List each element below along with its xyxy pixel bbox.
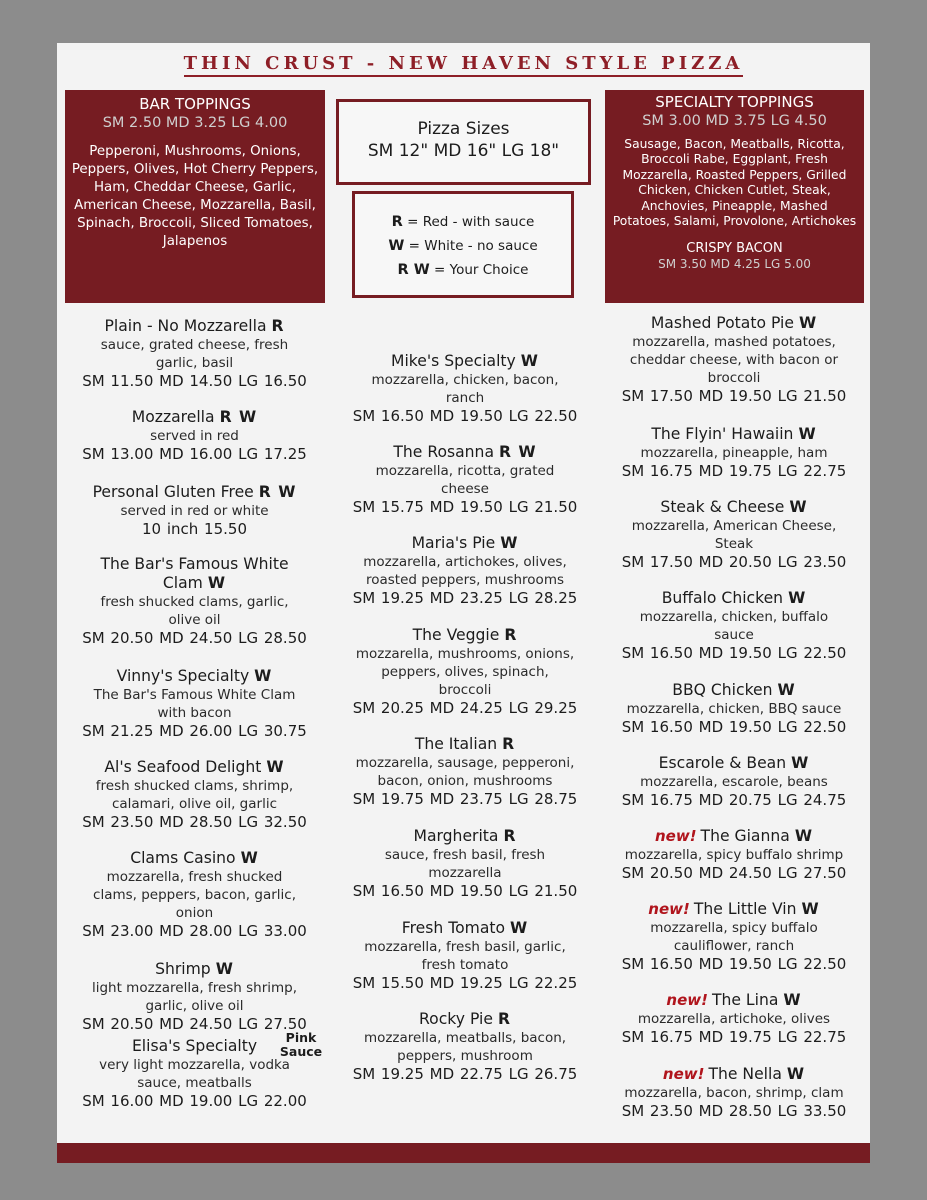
item-name-line xyxy=(598,991,870,1010)
specialty-toppings-title: SPECIALTY TOPPINGS xyxy=(655,93,814,111)
item-description: calamari, olive oil, garlic xyxy=(111,796,278,812)
item-price: SM 11.50 MD 14.50 LG 16.50 xyxy=(82,372,307,390)
item-name-line xyxy=(57,849,332,868)
menu-title: THIN CRUST - NEW HAVEN STYLE PIZZA xyxy=(57,53,870,74)
sauce-badge: W xyxy=(789,498,808,516)
item-name-line xyxy=(598,589,870,608)
sauce-badge: W xyxy=(786,1065,806,1083)
item-price: SM 16.00 MD 19.00 LG 22.00 xyxy=(82,1092,307,1110)
item-name: The Veggie xyxy=(412,626,500,644)
item-name-line xyxy=(333,1010,597,1029)
item-name: Elisa's Specialty xyxy=(131,1037,258,1055)
pizza-sizes-box xyxy=(336,99,591,185)
item-name: BBQ Chicken xyxy=(672,681,773,699)
menu-item xyxy=(333,352,597,426)
item-name: Al's Seafood Delight xyxy=(104,758,262,776)
sauce-badge: R xyxy=(271,317,285,335)
item-description: mozzarella, spicy buffalo shrimp xyxy=(624,847,844,863)
sauce-badge: R xyxy=(502,735,516,753)
item-description: garlic, olive oil xyxy=(145,998,244,1014)
item-description: mozzarella, mashed potatoes, xyxy=(632,334,836,350)
item-name-cont: Clam xyxy=(162,574,203,592)
sauce-badge: W xyxy=(500,534,519,552)
item-name: Rocky Pie xyxy=(419,1010,493,1028)
crispy-bacon-title: CRISPY BACON xyxy=(686,241,783,257)
item-price: SM 21.25 MD 26.00 LG 30.75 xyxy=(82,722,307,740)
item-name-line xyxy=(57,317,332,336)
item-name: The Gianna xyxy=(700,827,790,845)
item-price: SM 16.75 MD 19.75 LG 22.75 xyxy=(621,1028,847,1046)
new-tag: new! xyxy=(666,991,708,1009)
menu-item xyxy=(57,408,332,464)
item-name: Margherita xyxy=(413,827,499,845)
item-name: Steak & Cheese xyxy=(660,498,785,516)
bar-toppings-title: BAR TOPPINGS xyxy=(139,95,251,113)
sauce-badge: W xyxy=(240,849,259,867)
item-price: SM 16.75 MD 20.75 LG 24.75 xyxy=(621,791,847,809)
item-price: SM 16.50 MD 19.50 LG 22.50 xyxy=(621,955,847,973)
item-name-line xyxy=(333,735,597,754)
item-description: olive oil xyxy=(168,612,221,628)
sauce-badge: W xyxy=(520,352,539,370)
item-name-line xyxy=(598,1065,870,1084)
item-price: SM 19.75 MD 23.75 LG 28.75 xyxy=(352,790,578,808)
sauce-badge: W xyxy=(783,991,802,1009)
item-description: mozzarella, mushrooms, onions, xyxy=(355,646,575,662)
item-name-line xyxy=(57,667,332,686)
item-name: The Little Vin xyxy=(693,900,797,918)
sauce-badge: W xyxy=(798,314,818,332)
menu-item xyxy=(598,991,870,1047)
item-name: Plain - No Mozzarella xyxy=(104,317,267,335)
menu-item xyxy=(333,735,597,809)
item-name-line xyxy=(598,425,870,444)
item-description: sauce xyxy=(714,627,754,643)
item-name-line xyxy=(57,555,332,574)
item-description: mozzarella, chicken, BBQ sauce xyxy=(626,701,842,717)
item-price: SM 16.50 MD 19.50 LG 21.50 xyxy=(352,882,578,900)
menu-item xyxy=(57,849,332,941)
item-name: Fresh Tomato xyxy=(401,919,506,937)
menu-item xyxy=(598,1065,870,1121)
menu-item xyxy=(333,1010,597,1084)
item-price: SM 17.50 MD 20.50 LG 23.50 xyxy=(621,553,847,571)
menu-item xyxy=(333,827,597,901)
item-description: mozzarella, meatballs, bacon, xyxy=(363,1030,567,1046)
item-name-line xyxy=(598,827,870,846)
item-description: mozzarella xyxy=(428,865,502,881)
sauce-badge: W xyxy=(254,667,273,685)
item-name-line xyxy=(57,960,332,979)
item-description: mozzarella, fresh basil, garlic, xyxy=(364,939,566,955)
item-name-line xyxy=(57,483,332,502)
menu-item xyxy=(598,754,870,810)
sauce-badge: W xyxy=(215,960,234,978)
item-name: Personal Gluten Free xyxy=(92,483,254,501)
item-price: SM 19.25 MD 23.25 LG 28.25 xyxy=(352,589,578,607)
sauce-badge: R W xyxy=(258,483,297,501)
item-description: mozzarella, ricotta, grated xyxy=(375,463,555,479)
item-name-line xyxy=(333,919,597,938)
item-description: mozzarella, artichoke, olives xyxy=(637,1011,831,1027)
menu-item xyxy=(598,498,870,572)
item-description: served in red xyxy=(150,428,239,444)
item-name: The Bar's Famous White xyxy=(100,555,289,573)
sauce-badge: W xyxy=(266,758,285,776)
sauce-badge: R xyxy=(504,626,518,644)
item-name: The Rosanna xyxy=(393,443,494,461)
item-name-line xyxy=(598,754,870,773)
menu-item xyxy=(333,919,597,993)
item-name: Mashed Potato Pie xyxy=(650,314,794,332)
item-description: cheddar cheese, with bacon or xyxy=(629,352,839,368)
menu-item xyxy=(598,900,870,974)
pizza-sizes-title: Pizza Sizes xyxy=(417,119,510,139)
item-price: SM 19.25 MD 22.75 LG 26.75 xyxy=(352,1065,578,1083)
item-name-line xyxy=(333,534,597,553)
item-name-line xyxy=(57,758,332,777)
sauce-badge: W xyxy=(794,827,814,845)
menu-page xyxy=(57,43,870,1163)
item-name: Mike's Specialty xyxy=(391,352,516,370)
item-description: mozzarella, bacon, shrimp, clam xyxy=(624,1085,844,1101)
menu-item xyxy=(598,827,870,883)
specialty-toppings-prices: SM 3.00 MD 3.75 LG 4.50 xyxy=(642,113,827,129)
item-description: mozzarella, pineapple, ham xyxy=(640,445,828,461)
item-name: Buffalo Chicken xyxy=(661,589,784,607)
item-name: The Flyin' Hawaiin xyxy=(651,425,794,443)
sauce-badge: R xyxy=(497,1010,511,1028)
sauce-badge: W xyxy=(788,589,807,607)
item-description: mozzarella, sausage, pepperoni, xyxy=(355,755,575,771)
menu-item xyxy=(57,555,332,648)
item-name-line xyxy=(598,498,870,517)
item-name-line xyxy=(598,314,870,333)
crispy-bacon-prices: SM 3.50 MD 4.25 LG 5.00 xyxy=(658,257,811,272)
new-tag: new! xyxy=(662,1065,705,1083)
item-price: SM 23.50 MD 28.50 LG 32.50 xyxy=(82,813,307,831)
item-description: cauliflower, ranch xyxy=(673,938,795,954)
item-name: Shrimp xyxy=(155,960,211,978)
sauce-badge: W xyxy=(791,754,810,772)
item-description: garlic, basil xyxy=(155,355,234,371)
item-price: SM 13.00 MD 16.00 LG 17.25 xyxy=(82,445,307,463)
item-name: Escarole & Bean xyxy=(658,754,787,772)
menu-item xyxy=(598,425,870,481)
item-description: sauce, grated cheese, fresh xyxy=(100,337,289,353)
item-description: broccoli xyxy=(438,682,492,698)
item-description: Steak xyxy=(714,536,754,552)
item-price: SM 17.50 MD 19.50 LG 21.50 xyxy=(621,387,847,405)
item-name: Clams Casino xyxy=(130,849,236,867)
item-description: sauce, meatballs xyxy=(137,1075,252,1091)
pink-sauce-note: Pink Sauce xyxy=(279,1030,323,1059)
item-name: Vinny's Specialty xyxy=(116,667,250,685)
item-description: fresh tomato xyxy=(421,957,509,973)
item-name-line xyxy=(333,352,597,371)
item-description: very light mozzarella, vodka xyxy=(99,1057,290,1073)
menu-item xyxy=(57,317,332,391)
menu-item xyxy=(598,589,870,663)
menu-item xyxy=(333,534,597,608)
item-price: SM 15.50 MD 19.25 LG 22.25 xyxy=(352,974,578,992)
specialty-toppings-box xyxy=(605,90,864,303)
item-price: SM 23.00 MD 28.00 LG 33.00 xyxy=(82,922,307,940)
menu-item xyxy=(333,443,597,517)
item-description: mozzarella, American Cheese, xyxy=(631,518,837,534)
item-price: SM 20.50 MD 24.50 LG 27.50 xyxy=(82,1015,307,1033)
item-price: SM 16.75 MD 19.75 LG 22.75 xyxy=(621,462,847,480)
item-description: mozzarella, artichokes, olives, xyxy=(363,554,567,570)
legend-white: W = White - no sauce xyxy=(388,238,538,254)
item-name: The Nella xyxy=(708,1065,782,1083)
sauce-badge: R W xyxy=(219,408,258,426)
item-price: 10 inch 15.50 xyxy=(142,520,247,538)
item-price: SM 20.25 MD 24.25 LG 29.25 xyxy=(352,699,578,717)
item-description: mozzarella, chicken, buffalo xyxy=(639,609,829,625)
item-price: SM 16.50 MD 19.50 LG 22.50 xyxy=(621,644,847,662)
item-price: SM 16.50 MD 19.50 LG 22.50 xyxy=(352,407,578,425)
item-description: cheese xyxy=(441,481,489,497)
item-name-line xyxy=(333,827,597,846)
item-name-line xyxy=(598,681,870,700)
new-tag: new! xyxy=(654,827,697,845)
legend-red: R = Red - with sauce xyxy=(391,214,535,230)
item-description: sauce, fresh basil, fresh xyxy=(384,847,546,863)
sauce-badge: W xyxy=(510,919,529,937)
item-description: peppers, olives, spinach, xyxy=(381,664,549,680)
item-price: SM 20.50 MD 24.50 LG 28.50 xyxy=(82,629,307,647)
item-description: clams, peppers, bacon, garlic, xyxy=(93,887,296,903)
bar-toppings-list: Pepperoni, Mushrooms, Onions, Peppers, Olives, Hot Cherry Peppers, Ham, Cheddar Cheese, Garlic, American Cheese, Mozzarella, Basil, Spinach, Broccoli, Sliced Tomatoes, Jalapenos xyxy=(71,144,319,249)
menu-item xyxy=(57,1030,332,1111)
item-description: mozzarella, escarole, beans xyxy=(640,774,828,790)
item-name: Maria's Pie xyxy=(411,534,496,552)
menu-item xyxy=(57,960,332,1034)
new-tag: new! xyxy=(648,900,690,918)
item-price: SM 20.50 MD 24.50 LG 27.50 xyxy=(621,864,847,882)
item-description: bacon, onion, mushrooms xyxy=(377,773,553,789)
menu-item xyxy=(598,681,870,737)
item-description: onion xyxy=(175,905,214,921)
item-description: peppers, mushroom xyxy=(397,1048,533,1064)
item-name-line xyxy=(598,900,870,919)
item-name-line xyxy=(57,408,332,427)
sauce-badge: R xyxy=(503,827,517,845)
sauce-badge: W xyxy=(207,574,227,592)
menu-item xyxy=(57,483,332,539)
item-description: mozzarella, spicy buffalo xyxy=(650,920,818,936)
sauce-badge: W xyxy=(777,681,796,699)
sauce-badge: W xyxy=(801,900,820,918)
item-price: SM 16.50 MD 19.50 LG 22.50 xyxy=(621,718,847,736)
item-description: roasted peppers, mushrooms xyxy=(365,572,565,588)
specialty-toppings-list: Sausage, Bacon, Meatballs, Ricotta, Broccoli Rabe, Eggplant, Fresh Mozzarella, Roasted Peppers, Grilled Chicken, Chicken Cutlet, Steak, Anchovies, Pineapple, Mashed Potatoes, Salami, Provolone, Artichokes xyxy=(612,137,857,229)
item-description: fresh shucked clams, garlic, xyxy=(100,594,289,610)
bar-toppings-box xyxy=(65,90,325,303)
pizza-sizes-line: SM 12" MD 16" LG 18" xyxy=(367,141,560,161)
menu-item xyxy=(57,758,332,832)
item-name: Mozzarella xyxy=(131,408,215,426)
item-description: mozzarella, chicken, bacon, xyxy=(371,372,559,388)
item-name-line xyxy=(333,626,597,645)
item-description: The Bar's Famous White Clam xyxy=(93,687,296,703)
sauce-badge: W xyxy=(798,425,817,443)
legend-both: R W = Your Choice xyxy=(397,262,529,278)
footer-bar xyxy=(57,1143,870,1163)
item-price: SM 15.75 MD 19.50 LG 21.50 xyxy=(352,498,578,516)
bar-toppings-prices: SM 2.50 MD 3.25 LG 4.00 xyxy=(102,115,288,131)
item-description: fresh shucked clams, shrimp, xyxy=(95,778,294,794)
item-name-line xyxy=(333,443,597,462)
menu-item xyxy=(57,667,332,741)
item-name: The Lina xyxy=(711,991,779,1009)
item-description: with bacon xyxy=(157,705,232,721)
item-price: SM 23.50 MD 28.50 LG 33.50 xyxy=(621,1102,847,1120)
item-name-line-2 xyxy=(57,574,332,593)
menu-item xyxy=(333,626,597,718)
sauce-badge: R W xyxy=(499,443,537,461)
item-description: mozzarella, fresh shucked xyxy=(106,869,283,885)
item-description: ranch xyxy=(445,390,485,406)
item-description: served in red or white xyxy=(120,503,269,519)
sauce-legend-box xyxy=(352,191,574,298)
menu-item xyxy=(598,314,870,406)
item-name: The Italian xyxy=(414,735,498,753)
item-description: light mozzarella, fresh shrimp, xyxy=(91,980,298,996)
item-description: broccoli xyxy=(707,370,761,386)
